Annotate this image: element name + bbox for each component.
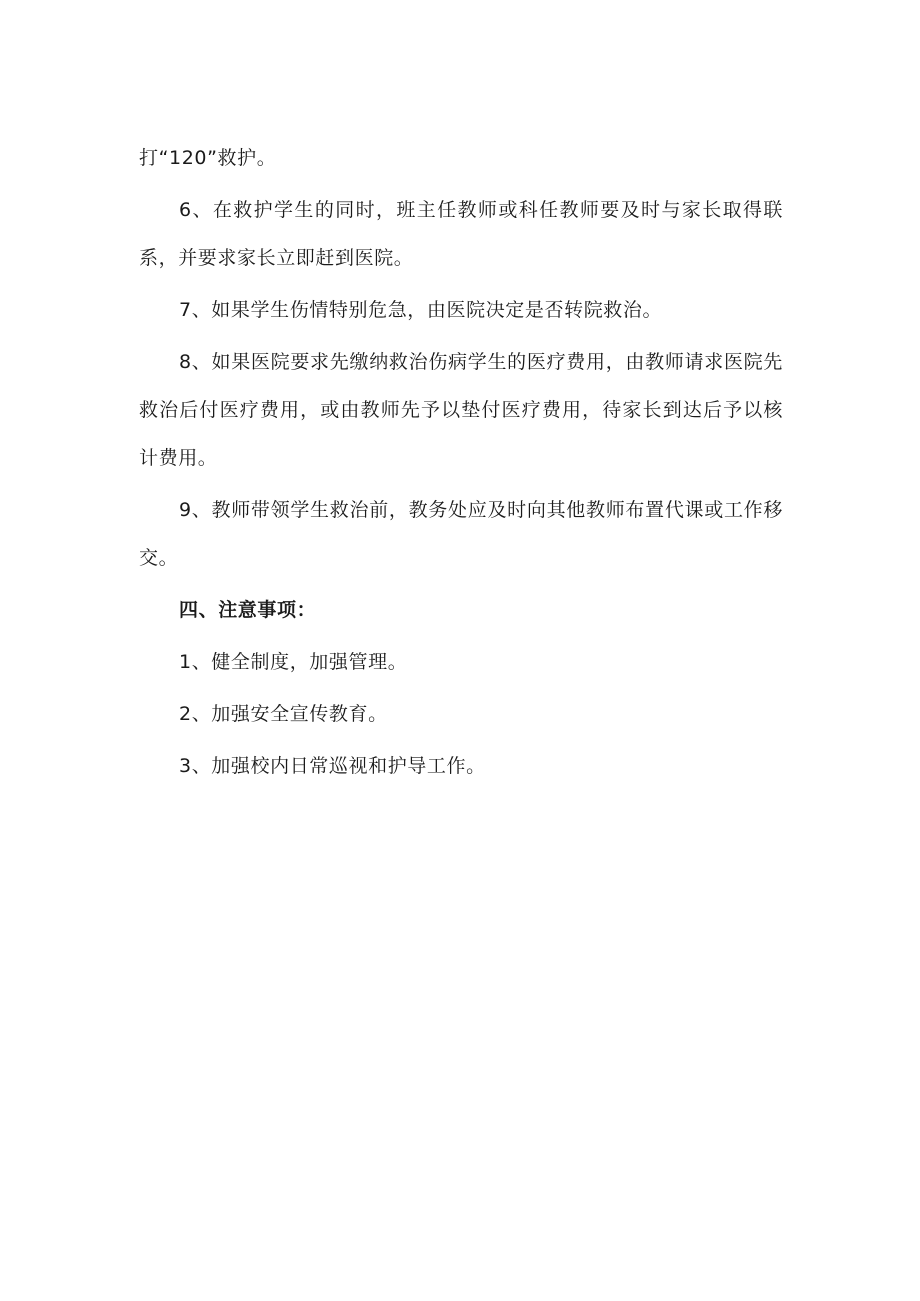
paragraph-continuation: 打“120”救护。 [139, 147, 277, 169]
note-item-1: 1、健全制度，加强管理。 [179, 651, 408, 673]
document-body [139, 134, 783, 790]
note-item-2: 2、加强安全宣传教育。 [179, 703, 388, 725]
paragraph-item-8: 8、如果医院要求先缴纳救治伤病学生的医疗费用，由教师请求医院先救治后付医疗费用，或由教师先予以垫付医疗费用，待家长到达后予以核计费用。 [139, 351, 783, 469]
note-item-3: 3、加强校内日常巡视和护导工作。 [179, 755, 486, 777]
paragraph-item-9: 9、教师带领学生救治前，教务处应及时向其他教师布置代课或工作移交。 [139, 499, 783, 569]
section-heading: 四、注意事项： [179, 599, 317, 621]
paragraph-item-7: 7、如果学生伤情特别危急，由医院决定是否转院救治。 [179, 299, 663, 321]
paragraph-item-6: 6、在救护学生的同时，班主任教师或科任教师要及时与家长取得联系，并要求家长立即赶到医院。 [139, 199, 783, 269]
